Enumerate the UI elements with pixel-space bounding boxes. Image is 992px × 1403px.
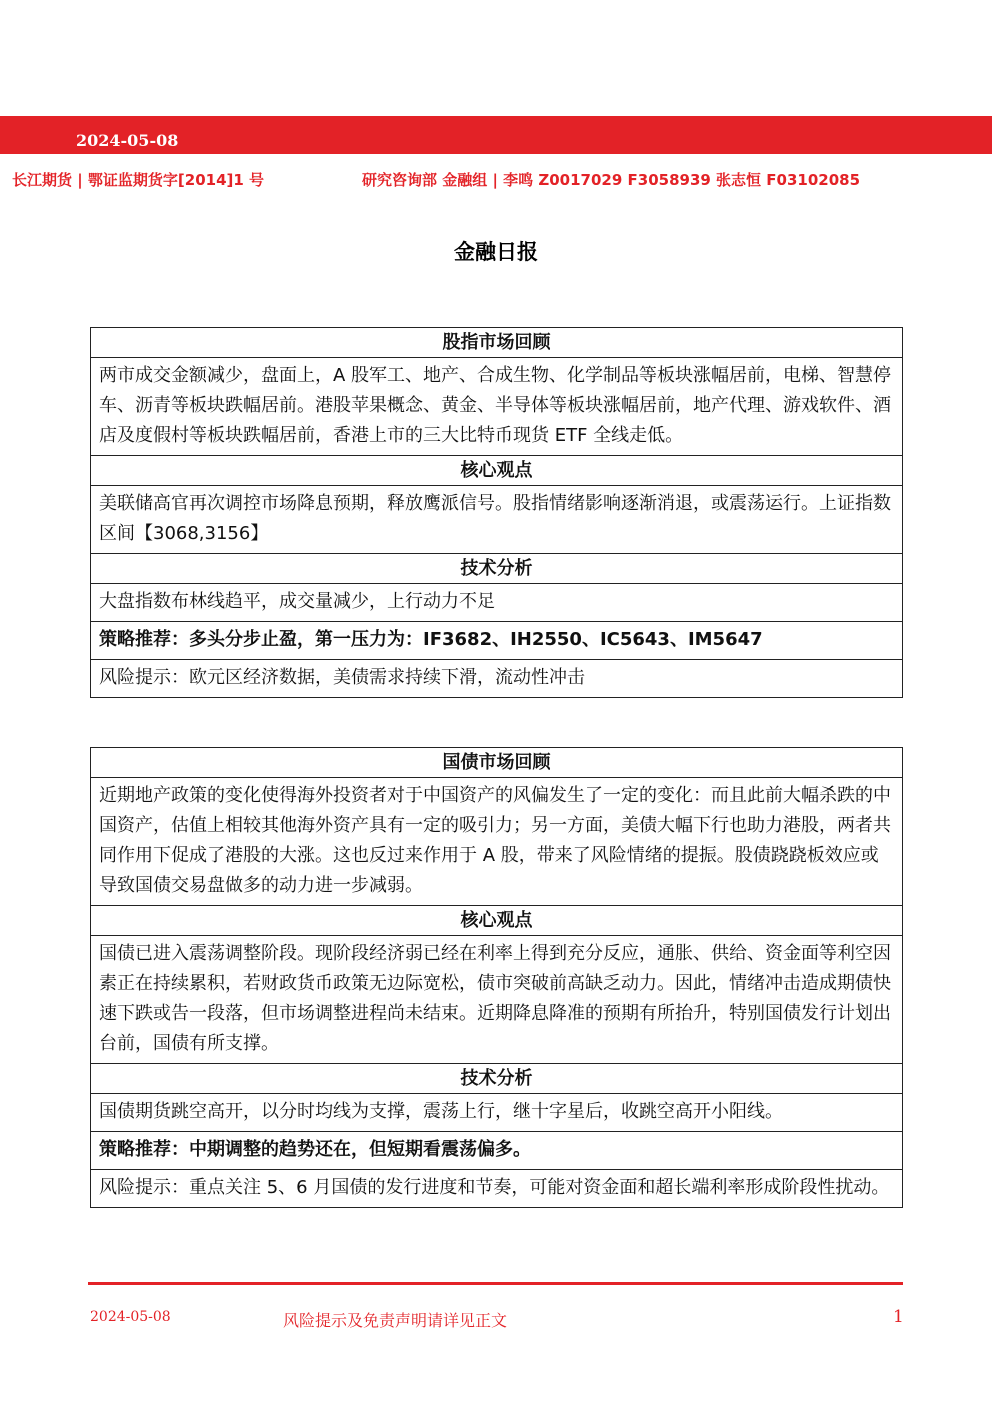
footer-divider [88, 1282, 903, 1285]
page-title: 金融日报 [454, 240, 538, 264]
stock-core-text: 美联储高官再次调控市场降息预期，释放鹰派信号。股指情绪影响逐渐消退，或震荡运行。上证指数区间【3068,3156】 [91, 486, 903, 554]
stock-strategy-text: 策略推荐：多头分步止盈，第一压力为：IF3682、IH2550、IC5643、IM5647 [91, 622, 903, 660]
stock-core-heading: 核心观点 [91, 456, 903, 486]
bond-review-heading: 国债市场回顾 [91, 748, 903, 778]
stock-review-heading: 股指市场回顾 [91, 328, 903, 358]
bond-tech-text: 国债期货跳空高开，以分时均线为支撑，震荡上行，继十字星后，收跳空高开小阳线。 [91, 1094, 903, 1132]
bond-risk-text: 风险提示：重点关注 5、6 月国债的发行进度和节奏，可能对资金面和超长端利率形成阶段性扰动。 [91, 1170, 903, 1208]
stock-risk-text: 风险提示：欧元区经济数据，美债需求持续下滑，流动性冲击 [91, 660, 903, 698]
stock-review-text: 两市成交金额减少，盘面上，A 股军工、地产、合成生物、化学制品等板块涨幅居前，电梯、智慧停车、沥青等板块跌幅居前。港股苹果概念、黄金、半导体等板块涨幅居前，地产代理、游戏软件、酒店及度假村等板块跌幅居前，香港上市的三大比特币现货 ETF 全线走低。 [91, 358, 903, 456]
stock-index-table [90, 327, 903, 698]
stock-tech-heading: 技术分析 [91, 554, 903, 584]
bond-review-text: 近期地产政策的变化使得海外投资者对于中国资产的风偏发生了一定的变化：而且此前大幅杀跌的中国资产，估值上相较其他海外资产具有一定的吸引力；另一方面，美债大幅下行也助力港股，两者共同作用下促成了港股的大涨。这也反过来作用于 A 股，带来了风险情绪的提振。股债跷跷板效应或导致国债交易盘做多的动力进一步减弱。 [91, 778, 903, 906]
bond-strategy-text: 策略推荐：中期调整的趋势还在，但短期看震荡偏多。 [91, 1132, 903, 1170]
bond-core-heading: 核心观点 [91, 906, 903, 936]
bond-core-text: 国债已进入震荡调整阶段。现阶段经济弱已经在利率上得到充分反应，通胀、供给、资金面等利空因素正在持续累积，若财政货币政策无边际宽松，债市突破前高缺乏动力。因此，情绪冲击造成期债快速下跌或告一段落，但市场调整进程尚未结束。近期降息降准的预期有所抬升，特别国债发行计划出台前，国债有所支撑。 [91, 936, 903, 1064]
stock-tech-text: 大盘指数布林线趋平，成交量减少，上行动力不足 [91, 584, 903, 622]
company-license: 长江期货 | 鄂证监期货字[2014]1 号 [12, 171, 265, 189]
page-number: 1 [893, 1307, 904, 1327]
research-team: 研究咨询部 金融组 | 李鸣 Z0017029 F3058939 张志恒 F03102085 [362, 171, 861, 189]
bond-table [90, 747, 903, 1208]
disclaimer-note: 风险提示及免责声明请详见正文 [283, 1311, 508, 1330]
footer-date: 2024-05-08 [90, 1309, 171, 1325]
report-date: 2024-05-08 [76, 131, 179, 150]
bond-tech-heading: 技术分析 [91, 1064, 903, 1094]
